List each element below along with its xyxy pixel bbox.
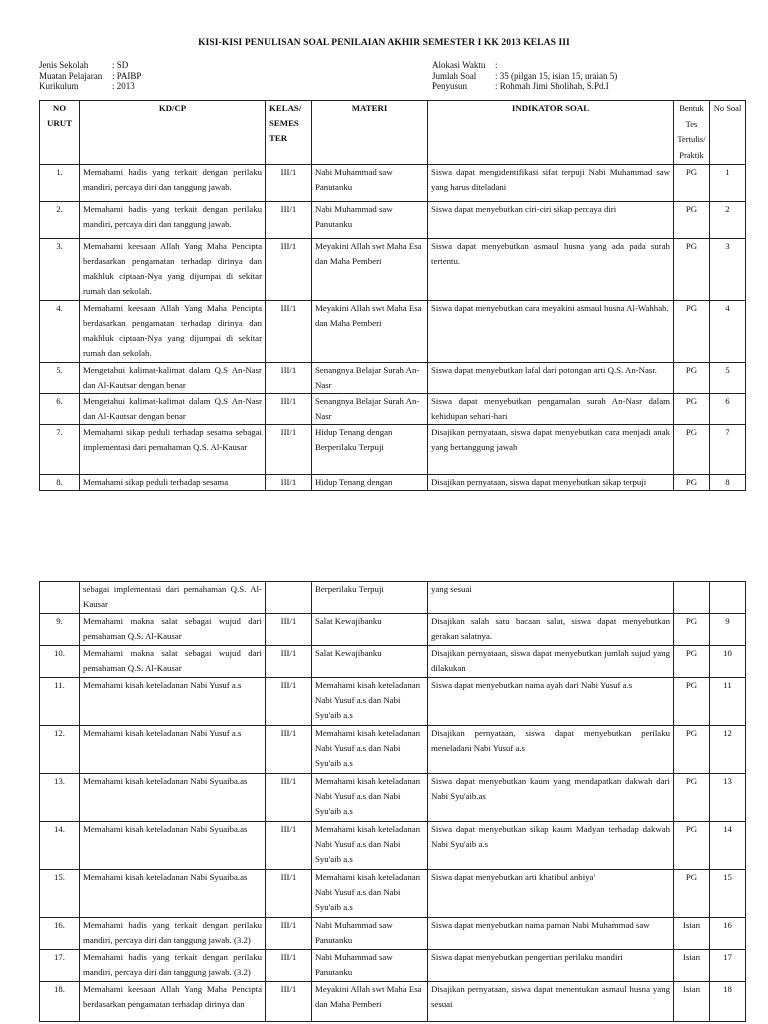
question-number-cell: 5	[710, 363, 746, 394]
competency-cell: Memahami keesaan Allah Yang Maha Pencipta berdasarkan pengamatan terhadap dirinya dan makhluk ciptaan-Nya yang dijumpai di sekitar rumah dan sekolah.	[80, 301, 266, 363]
indicator-cell: Disajikan salah satu bacaan salat, siswa dapat menyebutkan gerakan salatnya.	[428, 614, 674, 646]
indicator-cell: Siswa dapat menyebutkan pengamalan surah An-Nasr dalam kehidupan sehari-hari	[428, 394, 674, 425]
header-kelas: KELAS/ SEMES TER	[266, 101, 312, 165]
question-number-cell: 13	[710, 774, 746, 822]
question-number-cell: 12	[710, 726, 746, 774]
class-semester-cell: III/1	[266, 774, 312, 822]
competency-cell: Memahami kisah keteladanan Nabi Yusuf a.s	[80, 726, 266, 774]
table-row	[40, 646, 746, 678]
table-row	[40, 918, 746, 950]
time-allocation-value: :	[495, 60, 498, 70]
table-body-page2	[40, 582, 746, 1022]
test-form-cell: PG	[674, 774, 710, 822]
material-cell: Memahami kisah keteladanan Nabi Yusuf a.s dan Nabi Syu'aib a.s	[312, 678, 428, 726]
competency-cell: Memahami kisah keteladanan Nabi Yusuf a.s	[80, 678, 266, 726]
row-number: 1.	[40, 165, 80, 202]
table-row	[40, 425, 746, 475]
question-count-label: Jumlah Soal	[432, 70, 477, 81]
material-cell: Berperilaku Terpuji	[312, 582, 428, 614]
test-form-cell: PG	[674, 822, 710, 870]
time-allocation-label: Alokasi Waktu	[432, 60, 486, 70]
author-value: : Rohmah Jimi Sholihah, S.Pd.I	[495, 81, 609, 91]
question-count-value: : 35 (pilgan 15, isian 15, uraian 5)	[495, 70, 618, 81]
competency-cell: Memahami kisah keteladanan Nabi Syuaiba.as	[80, 774, 266, 822]
test-form-cell: PG	[674, 425, 710, 475]
school-type-row	[39, 60, 141, 71]
question-number-cell: 16	[710, 918, 746, 950]
header-kd: KD/CP	[80, 101, 266, 165]
material-cell: Senangnya Belajar Surah An-Nasr	[312, 363, 428, 394]
class-semester-cell: III/1	[266, 301, 312, 363]
grid-table-page1	[39, 100, 746, 491]
row-number: 14.	[40, 822, 80, 870]
row-number: 11.	[40, 678, 80, 726]
author-row	[432, 81, 617, 92]
question-number-cell: 9	[710, 614, 746, 646]
question-number-cell: 18	[710, 982, 746, 1022]
material-cell: Hidup Tenang dengan Berperilaku Terpuji	[312, 425, 428, 475]
competency-cell: Mengetahui kalimat-kalimat dalam Q.S An-Nasr dan Al-Kautsar dengan benar	[80, 363, 266, 394]
test-form-cell: PG	[674, 614, 710, 646]
competency-cell: Memahami makna salat sebagai wujud dari pemahaman Q.S. Al-Kausar	[80, 614, 266, 646]
material-cell: Meyakini Allah swt Maha Esa dan Maha Pemberi	[312, 982, 428, 1022]
curriculum-label: Kurikulum	[39, 81, 79, 91]
indicator-cell: Siswa dapat menyebutkan cara meyakini asmaul husna Al-Wahhab.	[428, 301, 674, 363]
grid-table-page2	[39, 581, 746, 1022]
row-number: 7.	[40, 425, 80, 475]
question-number-cell: 2	[710, 202, 746, 239]
material-cell: Memahami kisah keteladanan Nabi Yusuf a.s dan Nabi Syu'aib a.s	[312, 870, 428, 918]
test-form-cell: PG	[674, 678, 710, 726]
question-number-cell: 4	[710, 301, 746, 363]
row-number: 9.	[40, 614, 80, 646]
test-form-cell: Isian	[674, 982, 710, 1022]
test-form-cell: PG	[674, 394, 710, 425]
indicator-cell: Siswa dapat menyebutkan kaum yang mendapatkan dakwah dari Nabi Syu'aib.as	[428, 774, 674, 822]
class-semester-cell: III/1	[266, 982, 312, 1022]
subject-label: Muatan Pelajaran	[39, 70, 103, 81]
table-row	[40, 582, 746, 614]
school-type-label: Jenis Sekolah	[39, 60, 89, 70]
row-number: 5.	[40, 363, 80, 394]
class-semester-cell	[266, 582, 312, 614]
competency-cell: Memahami kisah keteladanan Nabi Syuaiba.as	[80, 870, 266, 918]
test-form-cell: PG	[674, 202, 710, 239]
test-form-cell: PG	[674, 239, 710, 301]
header-no: NO URUT	[40, 101, 80, 165]
row-number: 6.	[40, 394, 80, 425]
header-materi: MATERI	[312, 101, 428, 165]
competency-cell: Memahami sikap peduli terhadap sesama sebagai implementasi dari pemahaman Q.S. Al-Kausar	[80, 425, 266, 475]
test-form-cell: Isian	[674, 918, 710, 950]
test-form-cell: PG	[674, 475, 710, 491]
competency-cell: Mengetahui kalimat-kalimat dalam Q.S An-Nasr dan Al-Kautsar dengan benar	[80, 394, 266, 425]
row-number: 3.	[40, 239, 80, 301]
competency-cell: Memahami hadis yang terkait dengan perilaku mandiri, percaya diri dan tanggung jawab. (3.2)	[80, 950, 266, 982]
question-number-cell: 8	[710, 475, 746, 491]
header-no-soal: No Soal	[710, 101, 746, 165]
question-number-cell: 10	[710, 646, 746, 678]
material-cell: Memahami kisah keteladanan Nabi Yusuf a.s dan Nabi Syu'aib a.s	[312, 774, 428, 822]
test-form-cell: PG	[674, 726, 710, 774]
indicator-cell: Siswa dapat menyebutkan asmaul husna yang ada pada surah tertentu.	[428, 239, 674, 301]
row-number: 8.	[40, 475, 80, 491]
class-semester-cell: III/1	[266, 726, 312, 774]
question-number-cell: 11	[710, 678, 746, 726]
indicator-cell: Disajikan pernyataan, siswa dapat menyebutkan jumlah sujud yang dilakukan	[428, 646, 674, 678]
question-number-cell: 6	[710, 394, 746, 425]
indicator-cell: Disajikan pernyataan, siswa dapat menyebutkan cara menjadi anak yang bertanggung jawab	[428, 425, 674, 475]
test-form-cell: PG	[674, 646, 710, 678]
class-semester-cell: III/1	[266, 475, 312, 491]
indicator-cell: Siswa dapat menyebutkan arti khatibul anbiya'	[428, 870, 674, 918]
school-type-value: : SD	[112, 60, 129, 70]
material-cell: Nabi Muhammad saw Panutanku	[312, 165, 428, 202]
class-semester-cell: III/1	[266, 646, 312, 678]
indicator-cell: yang sesuai	[428, 582, 674, 614]
material-cell: Memahami kisah keteladanan Nabi Yusuf a.s dan Nabi Syu'aib a.s	[312, 822, 428, 870]
curriculum-value: : 2013	[112, 81, 135, 91]
table-row	[40, 202, 746, 239]
indicator-cell: Siswa dapat menyebutkan nama ayah dari Nabi Yusuf a.s	[428, 678, 674, 726]
class-semester-cell: III/1	[266, 425, 312, 475]
question-number-cell: 15	[710, 870, 746, 918]
class-semester-cell: III/1	[266, 165, 312, 202]
header-indikator: INDIKATOR SOAL	[428, 101, 674, 165]
author-label: Penyusun	[432, 81, 468, 91]
indicator-cell: Siswa dapat menyebutkan sikap kaum Madyan terhadap dakwah Nabi Syu'aib a.s	[428, 822, 674, 870]
test-form-cell	[674, 582, 710, 614]
question-number-cell: 1	[710, 165, 746, 202]
competency-cell: Memahami hadis yang terkait dengan perilaku mandiri, percaya diri dan tanggung jawab. (3.2)	[80, 918, 266, 950]
question-number-cell: 3	[710, 239, 746, 301]
table-row	[40, 394, 746, 425]
table-row	[40, 950, 746, 982]
class-semester-cell: III/1	[266, 363, 312, 394]
subject-row	[39, 71, 141, 82]
indicator-cell: Disajikan pernyataan, siswa dapat menyebutkan perilaku meneladani Nabi Yusuf a.s	[428, 726, 674, 774]
question-number-cell: 14	[710, 822, 746, 870]
material-cell: Nabi Muhammad saw Panutanku	[312, 950, 428, 982]
indicator-cell: Disajikan pernyataan, siswa dapat menentukan asmaul husna yang sesuai	[428, 982, 674, 1022]
row-number: 18.	[40, 982, 80, 1022]
test-form-cell: PG	[674, 301, 710, 363]
class-semester-cell: III/1	[266, 239, 312, 301]
header-bentuk: Bentuk Tes Tertulis/ Praktik	[674, 101, 710, 165]
exam-info	[432, 60, 617, 92]
table-row	[40, 475, 746, 491]
time-allocation-row	[432, 60, 617, 71]
material-cell: Memahami kisah keteladanan Nabi Yusuf a.s dan Nabi Syu'aib a.s	[312, 726, 428, 774]
competency-cell: Memahami hadis yang terkait dengan perilaku mandiri, percaya diri dan tanggung jawab.	[80, 202, 266, 239]
question-number-cell	[710, 582, 746, 614]
test-form-cell: PG	[674, 165, 710, 202]
table-row	[40, 239, 746, 301]
table-row	[40, 870, 746, 918]
row-number: 4.	[40, 301, 80, 363]
row-number: 13.	[40, 774, 80, 822]
row-number: 12.	[40, 726, 80, 774]
competency-cell: Memahami makna salat sebagai wujud dari pemahaman Q.S. Al-Kausar	[80, 646, 266, 678]
school-info	[39, 60, 141, 92]
competency-cell: Memahami keesaan Allah Yang Maha Pencipta berdasarkan pengamatan terhadap dirinya dan	[80, 982, 266, 1022]
table-row	[40, 726, 746, 774]
row-number: 2.	[40, 202, 80, 239]
table-row	[40, 363, 746, 394]
class-semester-cell: III/1	[266, 870, 312, 918]
question-number-cell: 17	[710, 950, 746, 982]
competency-cell: sebagai implementasi dari pemahaman Q.S. Al-Kausar	[80, 582, 266, 614]
curriculum-row	[39, 81, 141, 92]
table-row	[40, 678, 746, 726]
table-row	[40, 165, 746, 202]
row-number	[40, 582, 80, 614]
table-row	[40, 614, 746, 646]
competency-cell: Memahami kisah keteladanan Nabi Syuaiba.as	[80, 822, 266, 870]
indicator-cell: Siswa dapat menyebutkan lafal dari potongan arti Q.S. An-Nasr.	[428, 363, 674, 394]
table-row	[40, 774, 746, 822]
table-body-page1	[40, 165, 746, 491]
material-cell: Nabi Muhammad saw Panutanku	[312, 918, 428, 950]
material-cell: Hidup Tenang dengan	[312, 475, 428, 491]
header-row	[40, 101, 746, 165]
class-semester-cell: III/1	[266, 614, 312, 646]
row-number: 15.	[40, 870, 80, 918]
indicator-cell: Siswa dapat menyebutkan nama paman Nabi Muhammad saw	[428, 918, 674, 950]
document-title: KISI-KISI PENULISAN SOAL PENILAIAN AKHIR SEMESTER I KK 2013 KELAS III	[198, 38, 570, 48]
indicator-cell: Siswa dapat mengidentifikasi sifat terpuji Nabi Muhammad saw yang harus diteladani	[428, 165, 674, 202]
material-cell: Salat Kewajibanku	[312, 646, 428, 678]
class-semester-cell: III/1	[266, 202, 312, 239]
class-semester-cell: III/1	[266, 678, 312, 726]
material-cell: Senangnya Belajar Surah An-Nasr	[312, 394, 428, 425]
class-semester-cell: III/1	[266, 918, 312, 950]
test-form-cell: PG	[674, 870, 710, 918]
material-cell: Nabi Muhammad saw Panutanku	[312, 202, 428, 239]
material-cell: Salat Kewajibanku	[312, 614, 428, 646]
table-row	[40, 301, 746, 363]
competency-cell: Memahami keesaan Allah Yang Maha Pencipta berdasarkan pengamatan terhadap dirinya dan makhluk ciptaan-Nya yang dijumpai di sekitar rumah dan sekolah.	[80, 239, 266, 301]
indicator-cell: Disajikan pernyataan, siswa dapat menyebutkan sikap terpuji	[428, 475, 674, 491]
material-cell: Meyakini Allah swt Maha Esa dan Maha Pemberi	[312, 301, 428, 363]
table-row	[40, 982, 746, 1022]
test-form-cell: PG	[674, 363, 710, 394]
subject-value: : PAIBP	[112, 70, 142, 81]
table-row	[40, 822, 746, 870]
row-number: 17.	[40, 950, 80, 982]
class-semester-cell: III/1	[266, 394, 312, 425]
class-semester-cell: III/1	[266, 950, 312, 982]
class-semester-cell: III/1	[266, 822, 312, 870]
question-count-row	[432, 71, 617, 82]
row-number: 16.	[40, 918, 80, 950]
row-number: 10.	[40, 646, 80, 678]
indicator-cell: Siswa dapat menyebutkan pengertian perilaku mandiri	[428, 950, 674, 982]
test-form-cell: Isian	[674, 950, 710, 982]
material-cell: Meyakini Allah swt Maha Esa dan Maha Pemberi	[312, 239, 428, 301]
question-number-cell: 7	[710, 425, 746, 475]
competency-cell: Memahami hadis yang terkait dengan perilaku mandiri, percaya diri dan tanggung jawab.	[80, 165, 266, 202]
indicator-cell: Siswa dapat menyebutkan ciri-ciri sikap percaya diri	[428, 202, 674, 239]
competency-cell: Memahami sikap peduli terhadap sesama	[80, 475, 266, 491]
